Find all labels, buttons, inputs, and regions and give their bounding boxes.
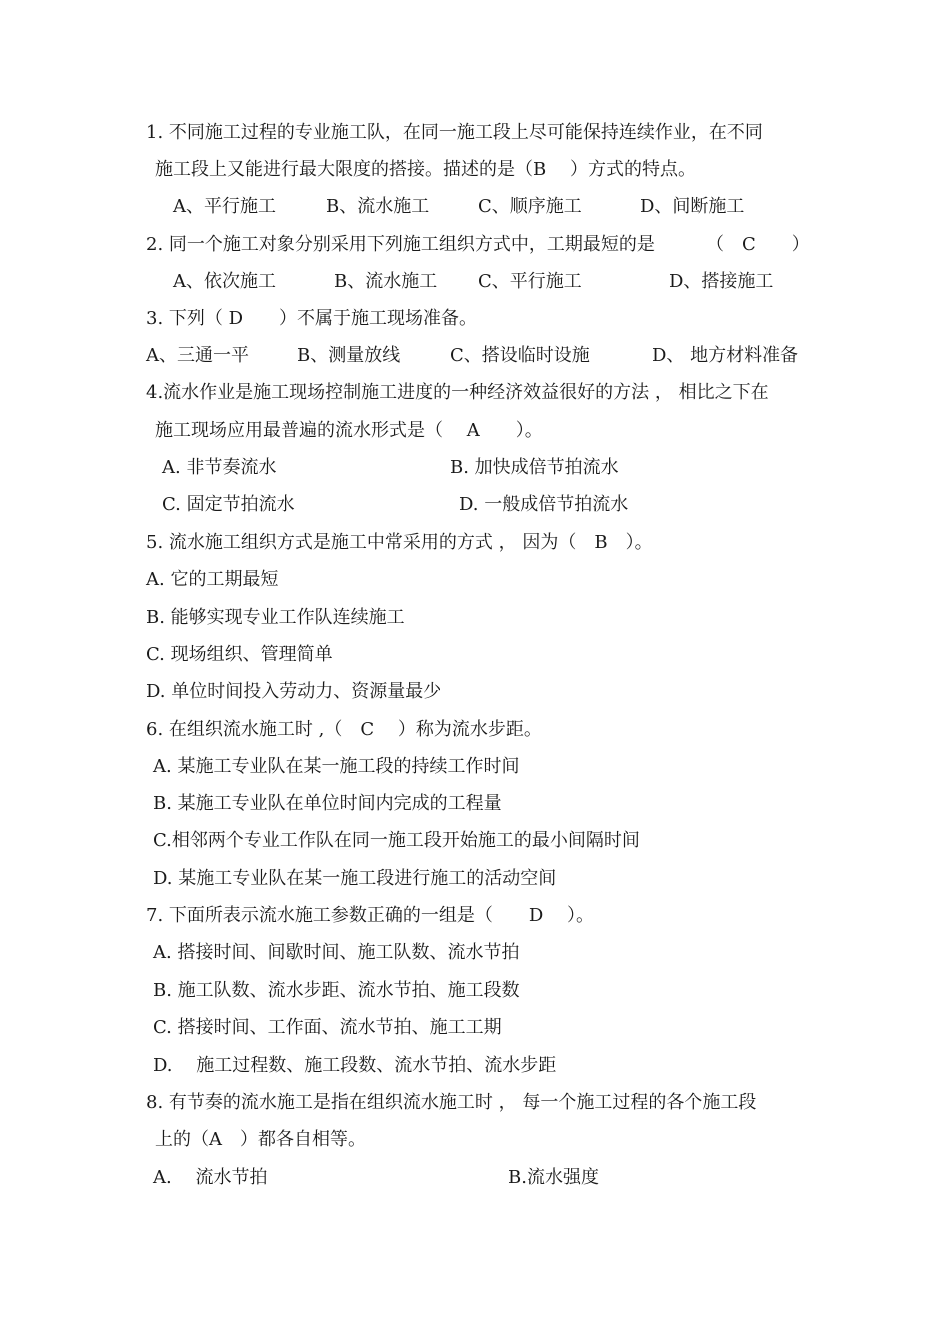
question-5-stem: 5. 流水施工组织方式是施工中常采用的方式 ， 因为（ B ）。 <box>146 532 653 553</box>
question-6-stem: 6. 在组织流水施工时 ,（ C ）称为流水步距。 <box>146 719 542 740</box>
question-3-option-d: D、 地方材料准备 <box>652 345 799 366</box>
question-8-option-a: A. 流水节拍 <box>153 1167 268 1188</box>
question-1-option-d: D、间断施工 <box>640 196 745 217</box>
question-4-stem-line-1: 4.流水作业是施工现场控制施工进度的一种经济效益很好的方法 ， 相比之下在 <box>146 382 769 403</box>
question-5-option-a: A. 它的工期最短 <box>146 569 279 590</box>
question-5-option-d: D. 单位时间投入劳动力、资源量最少 <box>146 681 442 702</box>
question-2-stem-line-1: 2. 同一个施工对象分别采用下列施工组织方式中，工期最短的是 <box>146 234 655 255</box>
question-7-option-b: B. 施工队数、流水步距、流水节拍、施工段数 <box>153 980 520 1001</box>
question-8-stem-line-2: 上的（A ）都各自相等。 <box>155 1129 366 1150</box>
question-4-stem-line-2: 施工现场应用最普遍的流水形式是（ A ）。 <box>155 420 543 441</box>
question-4-option-a: A. 非节奏流水 <box>162 457 277 478</box>
question-1-option-b: B、流水施工 <box>326 196 430 217</box>
question-6-option-c: C.相邻两个专业工作队在同一施工段开始施工的最小间隔时间 <box>153 830 640 851</box>
question-5-option-c: C. 现场组织、管理简单 <box>146 644 333 665</box>
question-1-option-c: C、顺序施工 <box>478 196 582 217</box>
question-2-option-a: A、依次施工 <box>173 271 276 292</box>
question-7-stem: 7. 下面所表示流水施工参数正确的一组是（ D ）。 <box>146 905 595 926</box>
question-7-option-d: D. 施工过程数、施工段数、流水节拍、流水步距 <box>153 1055 557 1076</box>
question-6-option-a: A. 某施工专业队在某一施工段的持续工作时间 <box>153 756 520 777</box>
question-3-stem: 3. 下列（ D ）不属于施工现场准备。 <box>146 308 478 329</box>
question-3-option-b: B、测量放线 <box>297 345 401 366</box>
question-8-stem-line-1: 8. 有节奏的流水施工是指在组织流水施工时 ， 每一个施工过程的各个施工段 <box>146 1092 757 1113</box>
question-2-option-d: D、搭接施工 <box>669 271 774 292</box>
question-8-option-b: B.流水强度 <box>508 1167 599 1188</box>
question-6-option-b: B. 某施工专业队在单位时间内完成的工程量 <box>153 793 502 814</box>
question-6-option-d: D. 某施工专业队在某一施工段进行施工的活动空间 <box>153 868 557 889</box>
question-2-option-c: C、平行施工 <box>478 271 582 292</box>
question-7-option-a: A. 搭接时间、间歇时间、施工队数、流水节拍 <box>153 942 520 963</box>
question-4-option-b: B. 加快成倍节拍流水 <box>450 457 619 478</box>
question-1-stem-line-1: 1. 不同施工过程的专业施工队，在同一施工段上尽可能保持连续作业，在不同 <box>146 122 763 143</box>
question-3-option-c: C、搭设临时设施 <box>450 345 590 366</box>
question-2-answer: （ C ） <box>706 234 810 255</box>
question-4-option-c: C. 固定节拍流水 <box>162 494 295 515</box>
question-7-option-c: C. 搭接时间、工作面、流水节拍、施工工期 <box>153 1017 502 1038</box>
question-5-option-b: B. 能够实现专业工作队连续施工 <box>146 607 405 628</box>
question-1-stem-line-2: 施工段上又能进行最大限度的搭接。描述的是（B ）方式的特点。 <box>155 159 696 180</box>
question-2-option-b: B、流水施工 <box>334 271 438 292</box>
question-1-option-a: A、平行施工 <box>173 196 276 217</box>
question-3-option-a: A、三通一平 <box>146 345 249 366</box>
question-4-option-d: D. 一般成倍节拍流水 <box>459 494 629 515</box>
